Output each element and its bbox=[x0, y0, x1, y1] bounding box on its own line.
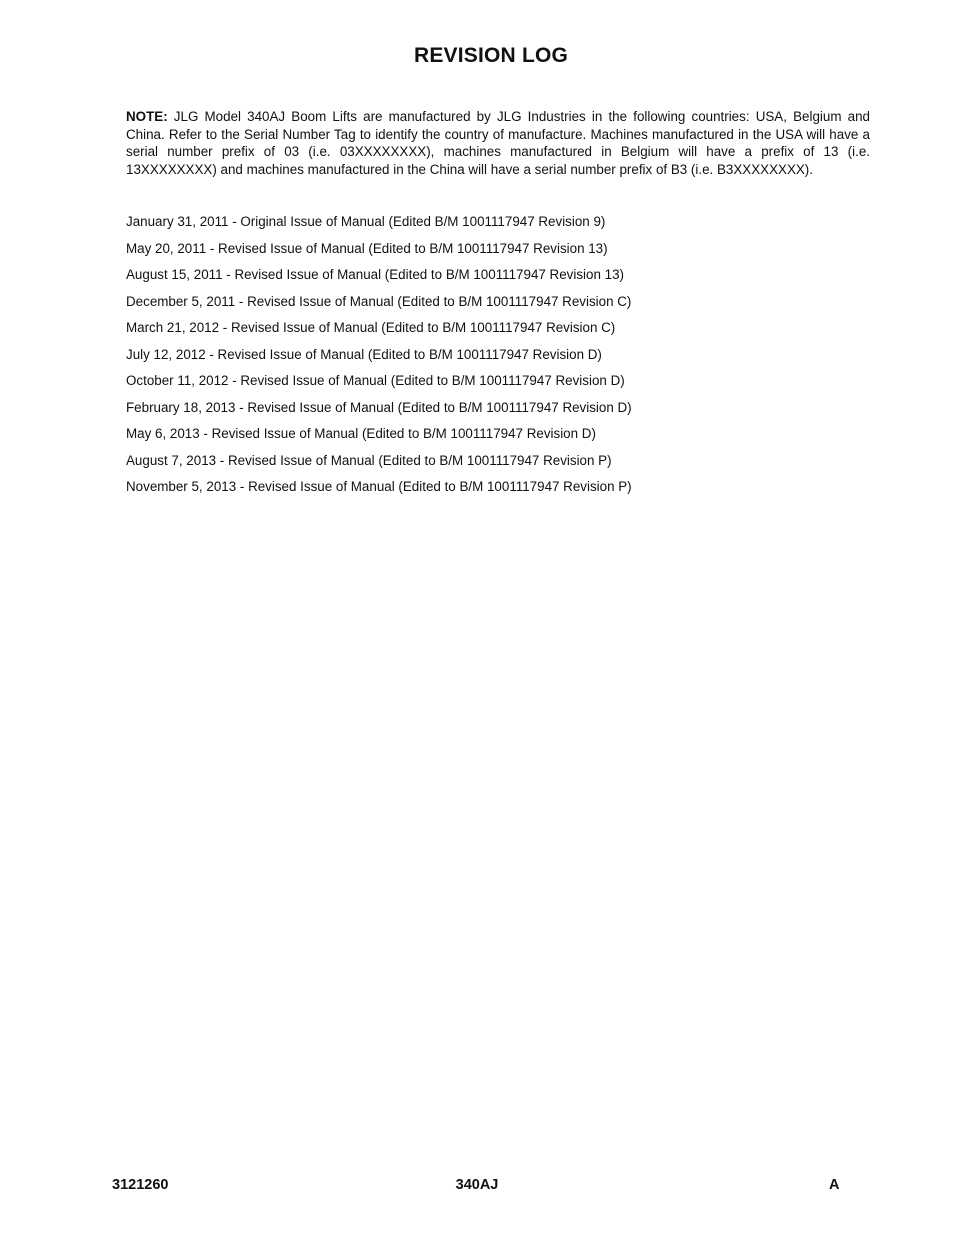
revision-entry: July 12, 2012 - Revised Issue of Manual (Edited to B/M 1001117947 Revision D) bbox=[126, 346, 602, 362]
note-paragraph bbox=[126, 108, 870, 178]
note-text: JLG Model 340AJ Boom Lifts are manufactured by JLG Industries in the following countries: USA, Belgium and China. Refer to the Serial Number Tag to identify the country of manufacture. Machines manufactured in the USA will have a serial number prefix of 03 (i.e. 03XXXXXXXX), machines manufactured in Belgium will have a prefix of 13 (i.e. 13XXXXXXXX) and machines manufactured in the China will have a serial number prefix of B3 (i.e. B3XXXXXXXX). bbox=[126, 109, 870, 177]
revision-entry: February 18, 2013 - Revised Issue of Manual (Edited to B/M 1001117947 Revision D) bbox=[126, 399, 632, 415]
footer-page-number: A bbox=[829, 1177, 840, 1193]
revision-entry: March 21, 2012 - Revised Issue of Manual (Edited to B/M 1001117947 Revision C) bbox=[126, 320, 616, 335]
footer-manual-number: 3121260 bbox=[112, 1177, 169, 1193]
revision-list bbox=[126, 212, 870, 504]
revision-entry: November 5, 2013 - Revised Issue of Manual (Edited to B/M 1001117947 Revision P) bbox=[126, 479, 632, 494]
revision-entry: May 20, 2011 - Revised Issue of Manual (Edited to B/M 1001117947 Revision 13) bbox=[126, 240, 608, 256]
revision-entry: October 11, 2012 - Revised Issue of Manual (Edited to B/M 1001117947 Revision D) bbox=[126, 373, 625, 388]
page-title: REVISION LOG bbox=[413, 44, 569, 67]
revision-entry: December 5, 2011 - Revised Issue of Manual (Edited to B/M 1001117947 Revision C) bbox=[126, 293, 632, 309]
footer-model: 340AJ bbox=[455, 1177, 499, 1193]
revision-entry: August 15, 2011 - Revised Issue of Manual (Edited to B/M 1001117947 Revision 13) bbox=[126, 267, 624, 282]
note-label: NOTE: bbox=[126, 109, 168, 124]
revision-entry: January 31, 2011 - Original Issue of Manual (Edited B/M 1001117947 Revision 9) bbox=[126, 214, 606, 229]
revision-entry: August 7, 2013 - Revised Issue of Manual (Edited to B/M 1001117947 Revision P) bbox=[126, 452, 612, 468]
revision-entry: May 6, 2013 - Revised Issue of Manual (Edited to B/M 1001117947 Revision D) bbox=[126, 426, 596, 441]
